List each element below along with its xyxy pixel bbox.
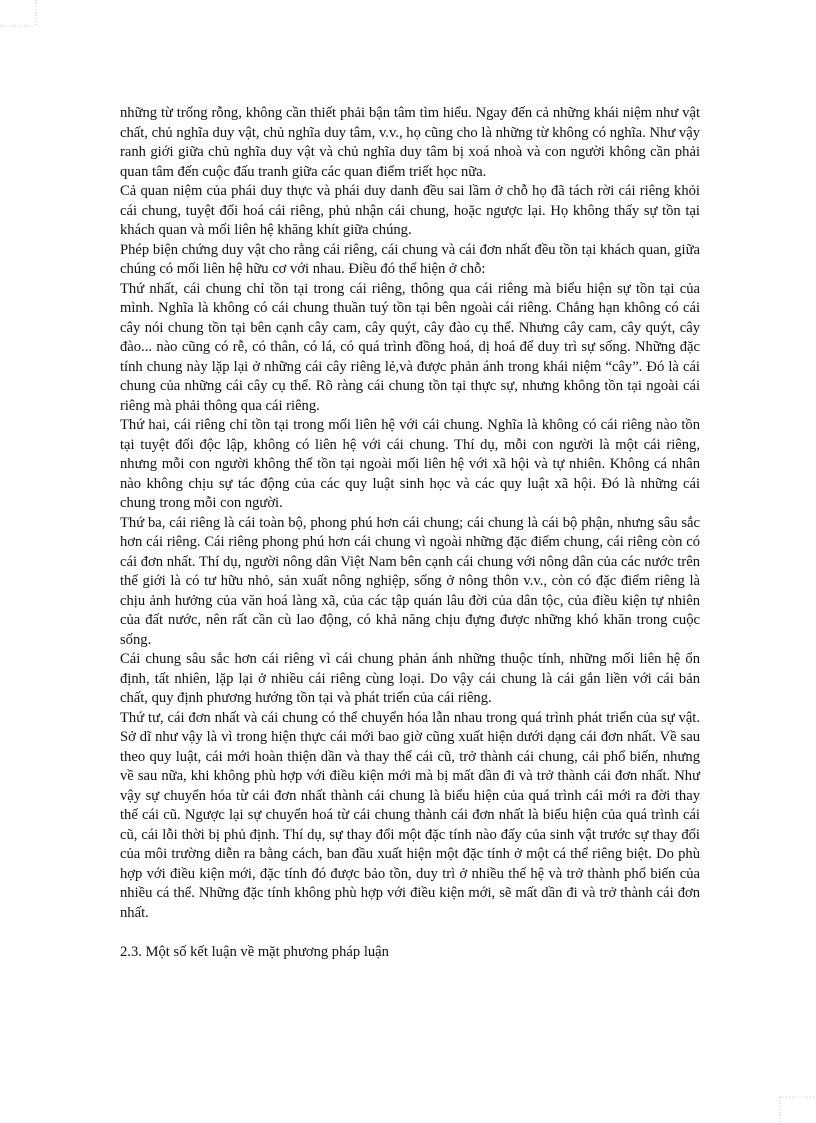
paragraph-fourth-point: Thứ tư, cái đơn nhất và cái chung có thể chuyển hóa lẫn nhau trong quá trình phát triển của sự vật. Sở dĩ như vậy là vì trong hiện thực cái mới bao giờ cũng xuất hiện dưới dạng cái đơn nhất. Về sau theo quy luật, cái mới hoàn thiện dần và thay thế cái cũ, trở thành cái chung, cái phổ biến, nhưng về sau nữa, khi không phù hợp với điều kiện mới mà bị mất dần đi và trở thành cái đơn nhất. Như vậy sự chuyển hóa từ cái đơn nhất thành cái chung là biểu hiện của quá trình cái mới ra đời thay thế cái cũ. Ngược lại sự chuyển hoá từ cái chung thành cái đơn nhất là biểu hiện của quá trình cái cũ, cái lỗi thời bị phủ định. Thí dụ, sự thay đổi một đặc tính nào đấy của sinh vật trước sự thay đổi của môi trường diễn ra bằng cách, ban đầu xuất hiện một đặc tính ở một cá thể riêng biệt. Do phù hợp với điều kiện mới, đặc tính đó được bảo tồn, duy trì ở nhiều thế hệ và trở thành phổ biến của nhiều cá thể. Những đặc tính không phù hợp với điều kiện mới, sẽ mất dần đi và trở thành cái đơn nhất. [120, 709, 700, 921]
document-body [120, 104, 700, 962]
paragraph-realism-nominalism: Cả quan niệm của phái duy thực và phái duy danh đều sai lầm ở chỗ họ đã tách rời cái riêng khỏi cái chung, tuyệt đối hoá cái riêng, phủ nhận cái chung, hoặc ngược lại. Họ không thấy sự tồn tại khách quan và mối liên hệ khăng khít giữa chúng. [120, 183, 700, 238]
paragraph-intro-continuation: những từ trống rỗng, không cần thiết phải bận tâm tìm hiểu. Ngay đến cả những khái niệm như vật chất, chủ nghĩa duy vật, chủ nghĩa duy tâm, v.v., họ cũng cho là những từ không có nghĩa. Như vậy ranh giới giữa chủ nghĩa duy vật và chủ nghĩa duy tâm bị xoá nhoà và con người không cần phải quan tâm đến cuộc đấu tranh giữa các quan điểm triết học nữa. [120, 105, 700, 180]
paragraph-general-deeper: Cái chung sâu sắc hơn cái riêng vì cái chung phản ánh những thuộc tính, những mối liên hệ ổn định, tất nhiên, lặp lại ở nhiều cái riêng cùng loại. Do vậy cái chung là cái gắn liền với cái bản chất, quy định phương hướng tồn tại và phát triển của cái riêng. [120, 651, 700, 706]
crop-mark-top-left [0, 0, 40, 30]
paragraph-spacer [120, 923, 700, 943]
section-heading: 2.3. Một số kết luận về mặt phương pháp luận [120, 943, 389, 960]
crop-mark-bottom-right [776, 1093, 816, 1123]
paragraph-first-point: Thứ nhất, cái chung chỉ tồn tại trong cái riêng, thông qua cái riêng mà biểu hiện sự tồn tại của mình. Nghĩa là không có cái chung thuần tuý tồn tại bên ngoài cái riêng. Chẳng hạn không có cái cây nói chung tồn tại bên cạnh cây cam, cây quýt, cây đào cụ thể. Nhưng cây cam, cây quýt, cây đào... nào cũng có rễ, có thân, có lá, có quá trình đồng hoá, dị hoá để duy trì sự sống. Những đặc tính chung này lặp lại ở những cái cây riêng lẻ,và được phản ánh trong khái niệm “cây”. Đó là cái chung của những cái cây cụ thể. Rõ ràng cái chung tồn tại thực sự, nhưng không tồn tại ngoài cái riêng mà phải thông qua cái riêng. [120, 280, 700, 414]
paragraph-dialectics-view: Phép biện chứng duy vật cho rằng cái riêng, cái chung và cái đơn nhất đều tồn tại khách quan, giữa chúng có mối liên hệ hữu cơ với nhau. Điều đó thể hiện ở chỗ: [120, 241, 700, 277]
paragraph-third-point: Thứ ba, cái riêng là cái toàn bộ, phong phú hơn cái chung; cái chung là cái bộ phận, nhưng sâu sắc hơn cái riêng. Cái riêng phong phú hơn cái chung vì ngoài những đặc điểm chung, cái riêng còn có cái đơn nhất. Thí dụ, người nông dân Việt Nam bên cạnh cái chung với nông dân của các nước trên thế giới là có tư hữu nhỏ, sản xuất nông nghiệp, sống ở nông thôn v.v., còn có đặc điểm riêng là chịu ảnh hưởng của văn hoá làng xã, của các tập quán lâu đời của dân tộc, của điều kiện tự nhiên của đất nước, nên rất cần cù lao động, có khả năng chịu đựng được những khó khăn trong cuộc sống. [120, 514, 700, 648]
paragraph-second-point: Thứ hai, cái riêng chỉ tồn tại trong mối liên hệ với cái chung. Nghĩa là không có cái riêng nào tồn tại tuyệt đối độc lập, không có liên hệ với cái chung. Thí dụ, mỗi con người là một cái riêng, nhưng mỗi con người không thể tồn tại ngoài mối liên hệ với xã hội và tự nhiên. Không cá nhân nào không chịu sự tác động của các quy luật sinh học và các quy luật xã hội. Đó là những cái chung trong mỗi con người. [120, 417, 700, 511]
